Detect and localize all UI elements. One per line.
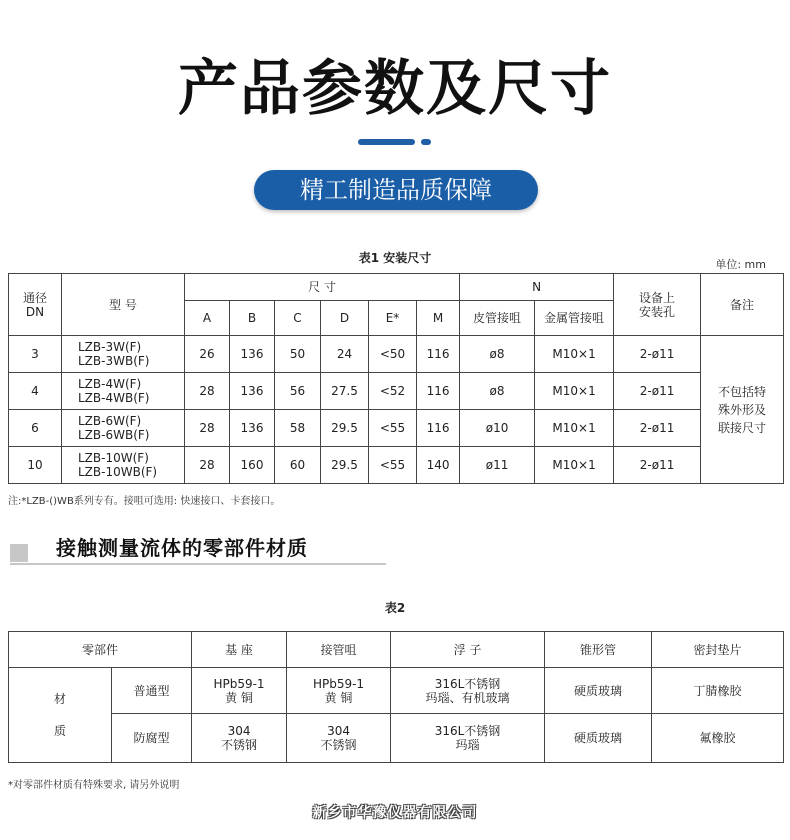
cell-b: 136 (230, 373, 275, 410)
cell-hole: 2-ø11 (614, 373, 701, 410)
cell-model: LZB-6W(F) LZB-6WB(F) (62, 410, 185, 447)
header-col-a: A (185, 301, 230, 336)
cell-d: 29.5 (321, 410, 369, 447)
header-n: N (460, 274, 614, 301)
header-size: 尺 寸 (185, 274, 460, 301)
cell-float: 316L不锈钢 玛瑙 (391, 714, 545, 763)
cell-b: 136 (230, 410, 275, 447)
cell-e: <52 (369, 373, 417, 410)
header-install-hole: 设备上 安装孔 (614, 274, 701, 336)
cell-type: 防腐型 (112, 714, 192, 763)
cell-a: 28 (185, 447, 230, 484)
unit-label: 单位: mm (715, 258, 766, 271)
cell-dn: 6 (9, 410, 62, 447)
cell-hose: ø8 (460, 336, 535, 373)
cell-m: 116 (417, 373, 460, 410)
table-row (9, 373, 784, 410)
header-part: 零部件 (9, 632, 192, 668)
cell-e: <50 (369, 336, 417, 373)
header-col-metal: 金属管接咀 (535, 301, 614, 336)
cell-hole: 2-ø11 (614, 336, 701, 373)
install-size-table (8, 273, 784, 484)
header-float: 浮 子 (391, 632, 545, 668)
cell-d: 29.5 (321, 447, 369, 484)
remark-cell: 不包括特 殊外形及 联接尺寸 (701, 336, 784, 484)
cell-model: LZB-10W(F) LZB-10WB(F) (62, 447, 185, 484)
table-row (9, 668, 784, 714)
material-label-cell (9, 668, 112, 763)
cell-m: 140 (417, 447, 460, 484)
header-col-c: C (275, 301, 321, 336)
header-remark: 备注 (701, 274, 784, 336)
header-dn: 通径 DN (9, 274, 62, 336)
material-label-1: 材 (53, 692, 66, 706)
cell-dn: 10 (9, 447, 62, 484)
section-marker (10, 544, 28, 562)
cell-b: 160 (230, 447, 275, 484)
cell-c: 50 (275, 336, 321, 373)
cell-metal: M10×1 (535, 447, 614, 484)
cell-hose: ø8 (460, 373, 535, 410)
cell-metal: M10×1 (535, 373, 614, 410)
header-col-e: E* (369, 301, 417, 336)
material-label-2: 质 (53, 724, 66, 738)
cell-base: HPb59-1 黄 铜 (192, 668, 287, 714)
cell-a: 26 (185, 336, 230, 373)
cell-dn: 3 (9, 336, 62, 373)
cell-c: 56 (275, 373, 321, 410)
cell-dn: 4 (9, 373, 62, 410)
cell-gasket: 丁腈橡胶 (652, 668, 784, 714)
table-row (9, 714, 784, 763)
cell-a: 28 (185, 410, 230, 447)
table-row (9, 410, 784, 447)
cell-model: LZB-3W(F) LZB-3WB(F) (62, 336, 185, 373)
cell-m: 116 (417, 336, 460, 373)
cell-d: 24 (321, 336, 369, 373)
table1-note: 注:*LZB-()WB系列专有。接咀可选用: 快速接口、卡套接口。 (8, 496, 281, 507)
table1-caption: 表1 安装尺寸 (358, 251, 432, 265)
cell-d: 27.5 (321, 373, 369, 410)
cell-nozzle: HPb59-1 黄 铜 (287, 668, 391, 714)
header-col-m: M (417, 301, 460, 336)
table2-note: *对零部件材质有特殊要求, 请另外说明 (8, 780, 180, 791)
cell-a: 28 (185, 373, 230, 410)
cell-nozzle: 304 不锈钢 (287, 714, 391, 763)
cell-m: 116 (417, 410, 460, 447)
page-title: 产品参数及尺寸 (178, 54, 612, 124)
cell-metal: M10×1 (535, 410, 614, 447)
table2-caption: 表2 (384, 601, 406, 615)
company-watermark: 新乡市华豫仪器有限公司 (312, 805, 478, 821)
cell-gasket: 氟橡胶 (652, 714, 784, 763)
header-model: 型 号 (62, 274, 185, 336)
section-underline (10, 563, 386, 565)
cell-hose: ø11 (460, 447, 535, 484)
table-row (9, 447, 784, 484)
cell-tube: 硬质玻璃 (545, 714, 652, 763)
title-underline-dot (421, 139, 431, 145)
cell-e: <55 (369, 410, 417, 447)
cell-model: LZB-4W(F) LZB-4WB(F) (62, 373, 185, 410)
cell-hose: ø10 (460, 410, 535, 447)
cell-e: <55 (369, 447, 417, 484)
header-gasket: 密封垫片 (652, 632, 784, 668)
cell-type: 普通型 (112, 668, 192, 714)
section-title: 接触测量流体的零部件材质 (56, 536, 308, 560)
table-row (9, 336, 784, 373)
cell-hole: 2-ø11 (614, 447, 701, 484)
material-table (8, 631, 784, 763)
header-col-d: D (321, 301, 369, 336)
header-col-hose: 皮管接咀 (460, 301, 535, 336)
cell-tube: 硬质玻璃 (545, 668, 652, 714)
header-tube: 锥形管 (545, 632, 652, 668)
cell-metal: M10×1 (535, 336, 614, 373)
header-nozzle: 接管咀 (287, 632, 391, 668)
title-underline (358, 139, 415, 145)
cell-base: 304 不锈钢 (192, 714, 287, 763)
cell-c: 60 (275, 447, 321, 484)
cell-float: 316L不锈钢 玛瑙、有机玻璃 (391, 668, 545, 714)
header-base: 基 座 (192, 632, 287, 668)
header-col-b: B (230, 301, 275, 336)
cell-b: 136 (230, 336, 275, 373)
subtitle-badge: 精工制造品质保障 (254, 170, 538, 210)
cell-hole: 2-ø11 (614, 410, 701, 447)
cell-c: 58 (275, 410, 321, 447)
